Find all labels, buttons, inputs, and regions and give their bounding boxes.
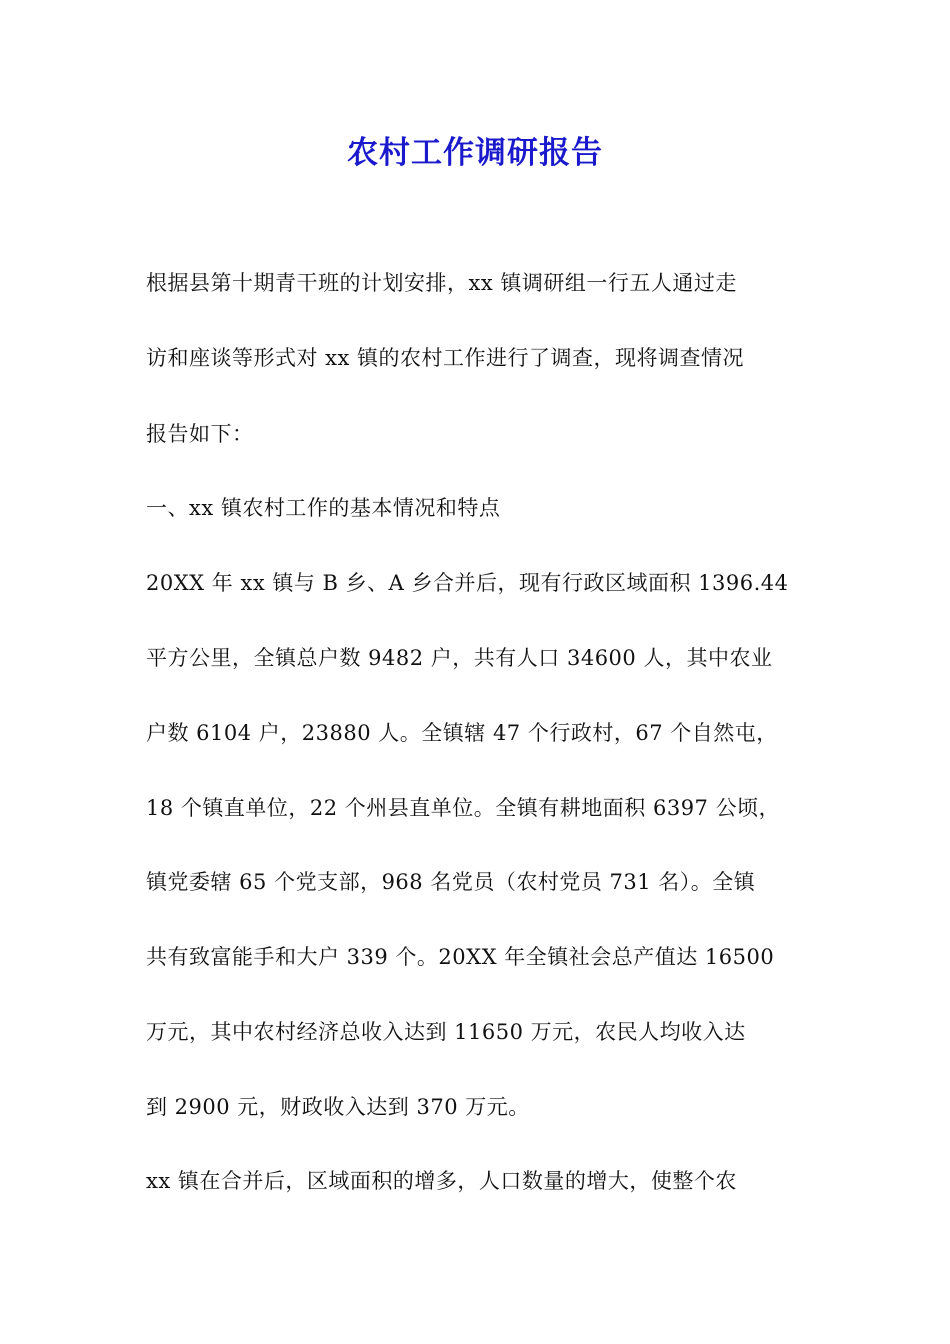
body-line: 访和座谈等形式对 xx 镇的农村工作进行了调查，现将调查情况 (146, 346, 745, 370)
body-line: 到 2900 元，财政收入达到 370 万元。 (146, 1095, 530, 1119)
body-line: 根据县第十期青干班的计划安排，xx 镇调研组一行五人通过走 (146, 271, 737, 295)
body-line: 镇党委辖 65 个党支部，968 名党员（农村党员 731 名）。全镇 (146, 870, 756, 894)
body-line: 20XX 年 xx 镇与 B 乡、A 乡合并后，现有行政区域面积 1396.44 (146, 571, 789, 595)
body-line: 共有致富能手和大户 339 个。20XX 年全镇社会总产值达 16500 (146, 945, 775, 969)
body-line: 户数 6104 户，23880 人。全镇辖 47 个行政村，67 个自然屯， (146, 721, 778, 745)
body-line: 平方公里，全镇总户数 9482 户，共有人口 34600 人，其中农业 (146, 646, 773, 670)
body-line: 万元，其中农村经济总收入达到 11650 万元，农民人均收入达 (146, 1020, 746, 1044)
body-line: xx 镇在合并后，区域面积的增多，人口数量的增大，使整个农 (146, 1169, 737, 1193)
document-title: 农村工作调研报告 (347, 135, 603, 171)
body-line: 报告如下： (146, 422, 254, 446)
section-heading: 一、xx 镇农村工作的基本情况和特点 (146, 496, 501, 520)
body-line: 18 个镇直单位，22 个州县直单位。全镇有耕地面积 6397 公顷， (146, 796, 781, 820)
